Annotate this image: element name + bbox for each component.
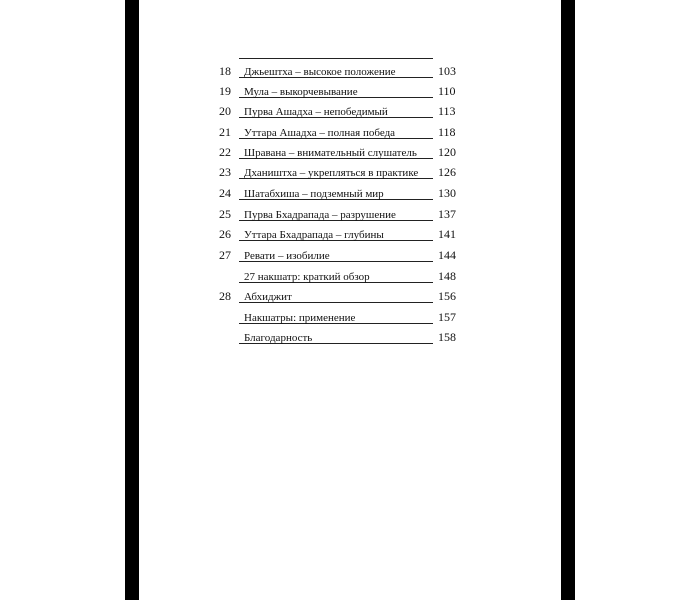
toc-chapter-number: 19 [219, 84, 231, 98]
toc-row[interactable] [0, 284, 700, 304]
toc-row[interactable] [0, 120, 700, 140]
toc-title-text: Пурва Ашадха – непобедимый [244, 106, 388, 118]
toc-row[interactable] [0, 264, 700, 284]
toc-chapter-number: 24 [219, 186, 231, 200]
toc-title-text: Абхиджит [244, 291, 292, 303]
toc-chapter-number: 26 [219, 227, 231, 241]
toc-page-number: 156 [438, 289, 456, 303]
toc-title-text: Пурва Бхадрапада – разрушение [244, 209, 396, 221]
toc-chapter-number: 28 [219, 289, 231, 303]
toc-page-number: 103 [438, 64, 456, 78]
toc-entry-title [239, 181, 433, 200]
toc-page-number: 130 [438, 186, 456, 200]
toc-row[interactable] [0, 305, 700, 325]
toc-page-number: 120 [438, 145, 456, 159]
toc-title-text: Уттара Бхадрапада – глубины [244, 229, 384, 241]
toc-page-number: 137 [438, 207, 456, 221]
toc-entry-title [239, 325, 433, 344]
toc-row[interactable] [0, 181, 700, 201]
toc-row[interactable] [0, 59, 700, 79]
toc-page-number: 158 [438, 330, 456, 344]
toc-page-number: 113 [438, 104, 456, 118]
toc-page-number: 144 [438, 248, 456, 262]
toc-entry-title [239, 202, 433, 221]
toc-entry-title [239, 284, 433, 303]
toc-title-text: Ревати – изобилие [244, 250, 330, 262]
toc-row[interactable] [0, 79, 700, 99]
toc-entry-title [239, 264, 433, 283]
toc-entry-title [239, 99, 433, 118]
toc-chapter-number: 21 [219, 125, 231, 139]
toc-page-number: 141 [438, 227, 456, 241]
toc-entry-title [239, 243, 433, 262]
toc-title-text: Благодарность [244, 332, 313, 344]
toc-page-number: 118 [438, 125, 456, 139]
toc-title-text: Шатабхиша – подземный мир [244, 188, 384, 200]
toc-row[interactable] [0, 99, 700, 119]
toc-row[interactable] [0, 325, 700, 345]
toc-row[interactable] [0, 140, 700, 160]
toc-row[interactable] [0, 202, 700, 222]
toc-row[interactable] [0, 160, 700, 180]
toc-entry-title [239, 222, 433, 241]
toc-chapter-number: 25 [219, 207, 231, 221]
toc-chapter-number: 18 [219, 64, 231, 78]
toc-page-number: 126 [438, 165, 456, 179]
toc-title-text: Шравана – внимательный слушатель [244, 147, 417, 159]
toc-chapter-number: 23 [219, 165, 231, 179]
toc-entry-title [239, 120, 433, 139]
toc-entry-title [239, 140, 433, 159]
toc-page-number: 110 [438, 84, 456, 98]
toc-entry-title [239, 160, 433, 179]
toc-entry-title [239, 79, 433, 98]
toc-chapter-number: 27 [219, 248, 231, 262]
toc-title-text: Накшатры: применение [244, 312, 356, 324]
toc-title-text: Уттара Ашадха – полная победа [244, 127, 396, 139]
toc-chapter-number: 22 [219, 145, 231, 159]
toc-title-text: Дхаништха – укрепляться в практике [244, 167, 419, 179]
toc-title-text: Джьештха – высокое положение [244, 66, 396, 78]
toc-entry-title [239, 59, 433, 78]
toc-page-number: 157 [438, 310, 456, 324]
toc-row[interactable] [0, 243, 700, 263]
toc-page-number: 148 [438, 269, 456, 283]
toc-entry-title [239, 305, 433, 324]
toc-title-text: 27 накшатр: краткий обзор [244, 271, 370, 283]
toc-row[interactable] [0, 222, 700, 242]
toc-title-text: Мула – выкорчевывание [244, 86, 358, 98]
toc-chapter-number: 20 [219, 104, 231, 118]
